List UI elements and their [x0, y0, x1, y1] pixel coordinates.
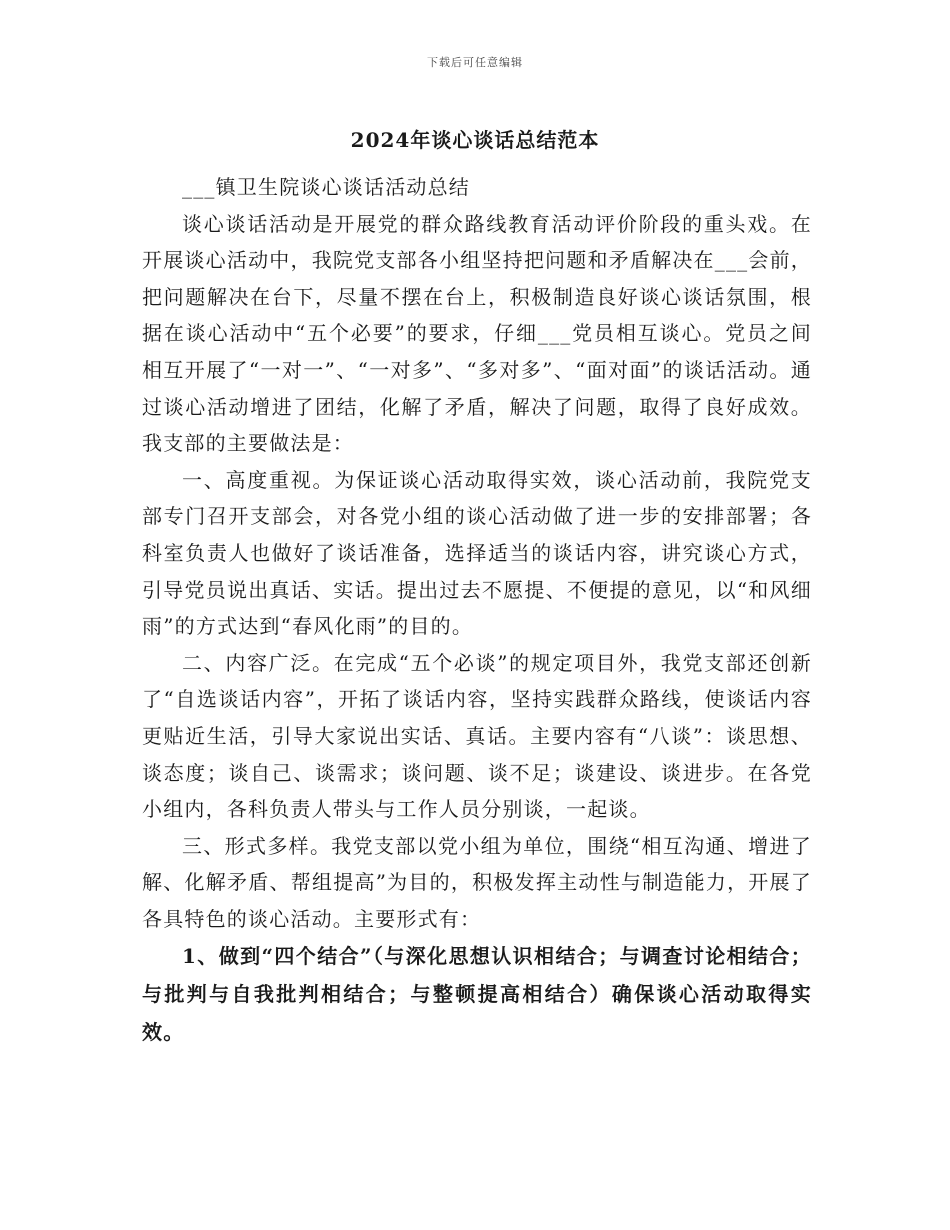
point-one-paragraph: 1、做到“四个结合”（与深化思想认识相结合；与调查讨论相结合；与批判与自我批判相结合；与整顿提高相结合）确保谈心活动取得实效。	[142, 944, 812, 1045]
section-one-paragraph: 一、高度重视。为保证谈心活动取得实效，谈心活动前，我院党支部专门召开支部会，对各党小组的谈心活动做了进一步的安排部署；各科室负责人也做好了谈话准备，选择适当的谈话内容，讲究谈心方式，引导党员说出真话、实话。提出过去不愿提、不便提的意见，以“和风细雨”的方式达到“春风化雨”的目的。	[142, 467, 812, 639]
document-title: 2024年谈心谈话总结范本	[350, 128, 600, 152]
document-body	[142, 169, 812, 1051]
header-note: 下载后可任意编辑	[427, 56, 523, 69]
intro-paragraph: 谈心谈话活动是开展党的群众路线教育活动评价阶段的重头戏。在开展谈心活动中，我院党支部各小组坚持把问题和矛盾解决在___会前，把问题解决在台下，尽量不摆在台上，积极制造良好谈心谈话氛围，根据在谈心活动中“五个必要”的要求，仔细___党员相互谈心。党员之间相互开展了“一对一”、“一对多”、“多对多”、“面对面”的谈话活动。通过谈心活动增进了团结，化解了矛盾，解决了问题，取得了良好成效。我支部的主要做法是：	[142, 211, 812, 456]
section-two-paragraph: 二、内容广泛。在完成“五个必谈”的规定项目外，我党支部还创新了“自选谈话内容”，开拓了谈话内容，坚持实践群众路线，使谈话内容更贴近生活，引导大家说出实话、真话。主要内容有“八谈”：谈思想、谈态度；谈自己、谈需求；谈问题、谈不足；谈建设、谈进步。在各党小组内，各科负责人带头与工作人员分别谈，一起谈。	[142, 650, 812, 822]
subtitle-paragraph: ___镇卫生院谈心谈话活动总结	[182, 175, 470, 199]
section-three-paragraph: 三、形式多样。我党支部以党小组为单位，围绕“相互沟通、增进了解、化解矛盾、帮组提高”为目的，积极发挥主动性与制造能力，开展了各具特色的谈心活动。主要形式有：	[142, 833, 812, 931]
